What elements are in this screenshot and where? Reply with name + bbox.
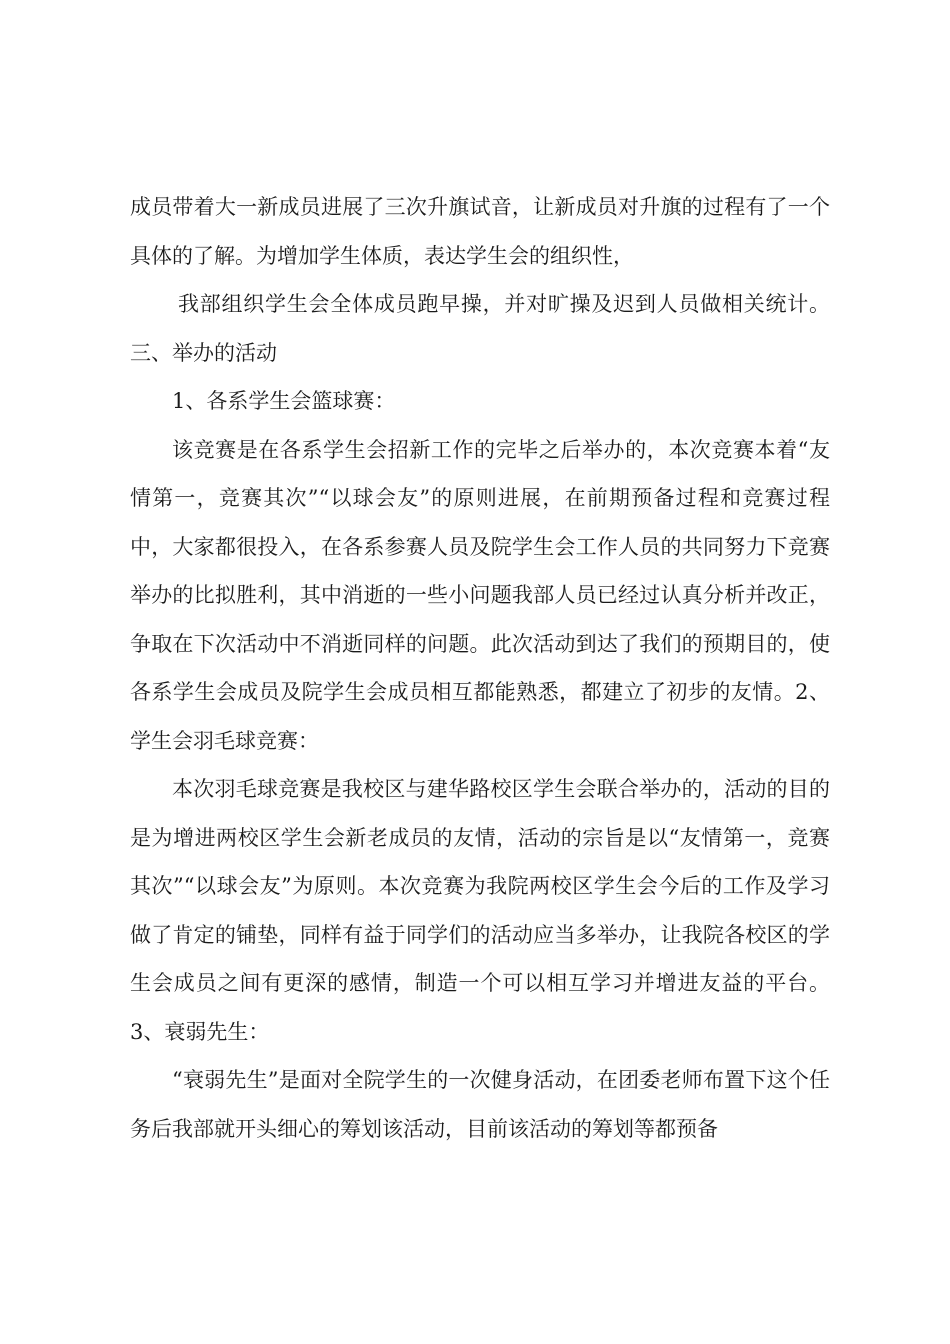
paragraph-fitness: “衰弱先生”是面对全院学生的一次健身活动，在团委老师布置下这个任务后我部就开头细心的筹划该活动，目前该活动的筹划等都预备 xyxy=(130,1068,830,1141)
paragraph-morning-exercise: 我部组织学生会全体成员跑早操，并对旷操及迟到人员做相关统计。三、举办的活动 xyxy=(130,292,830,365)
document-body xyxy=(130,183,830,1153)
paragraph-heading-basketball: 1、各系学生会篮球赛： xyxy=(172,389,396,413)
paragraph-basketball: 该竞赛是在各系学生会招新工作的完毕之后举办的，本次竞赛本着“友情第一，竞赛其次”“以球会友”的原则进展，在前期预备过程和竞赛过程中，大家都很投入，在各系参赛人员及院学生会工作人员的共同努力下竞赛举办的比拟胜利，其中消逝的一些小问题我部人员已经过认真分析并改正，争取在下次活动中不消逝同样的问题。此次活动到达了我们的预期目的，使各系学生会成员及院学生会成员相互都能熟悉，都建立了初步的友情。2、学生会羽毛球竞赛： xyxy=(130,437,830,753)
paragraph-badminton: 本次羽毛球竞赛是我校区与建华路校区学生会联合举办的，活动的目的是为增进两校区学生会新老成员的友情，活动的宗旨是以“友情第一，竞赛其次”“以球会友”为原则。本次竞赛为我院两校区学生会今后的工作及学习做了肯定的铺垫，同样有益于同学们的活动应当多举办，让我院各校区的学生会成员之间有更深的感情，制造一个可以相互学习并增进友益的平台。3、衰弱先生： xyxy=(130,777,830,1044)
paragraph-flag-raising: 成员带着大一新成员进展了三次升旗试音，让新成员对升旗的过程有了一个具体的了解。为增加学生体质，表达学生会的组织性， xyxy=(130,195,830,268)
